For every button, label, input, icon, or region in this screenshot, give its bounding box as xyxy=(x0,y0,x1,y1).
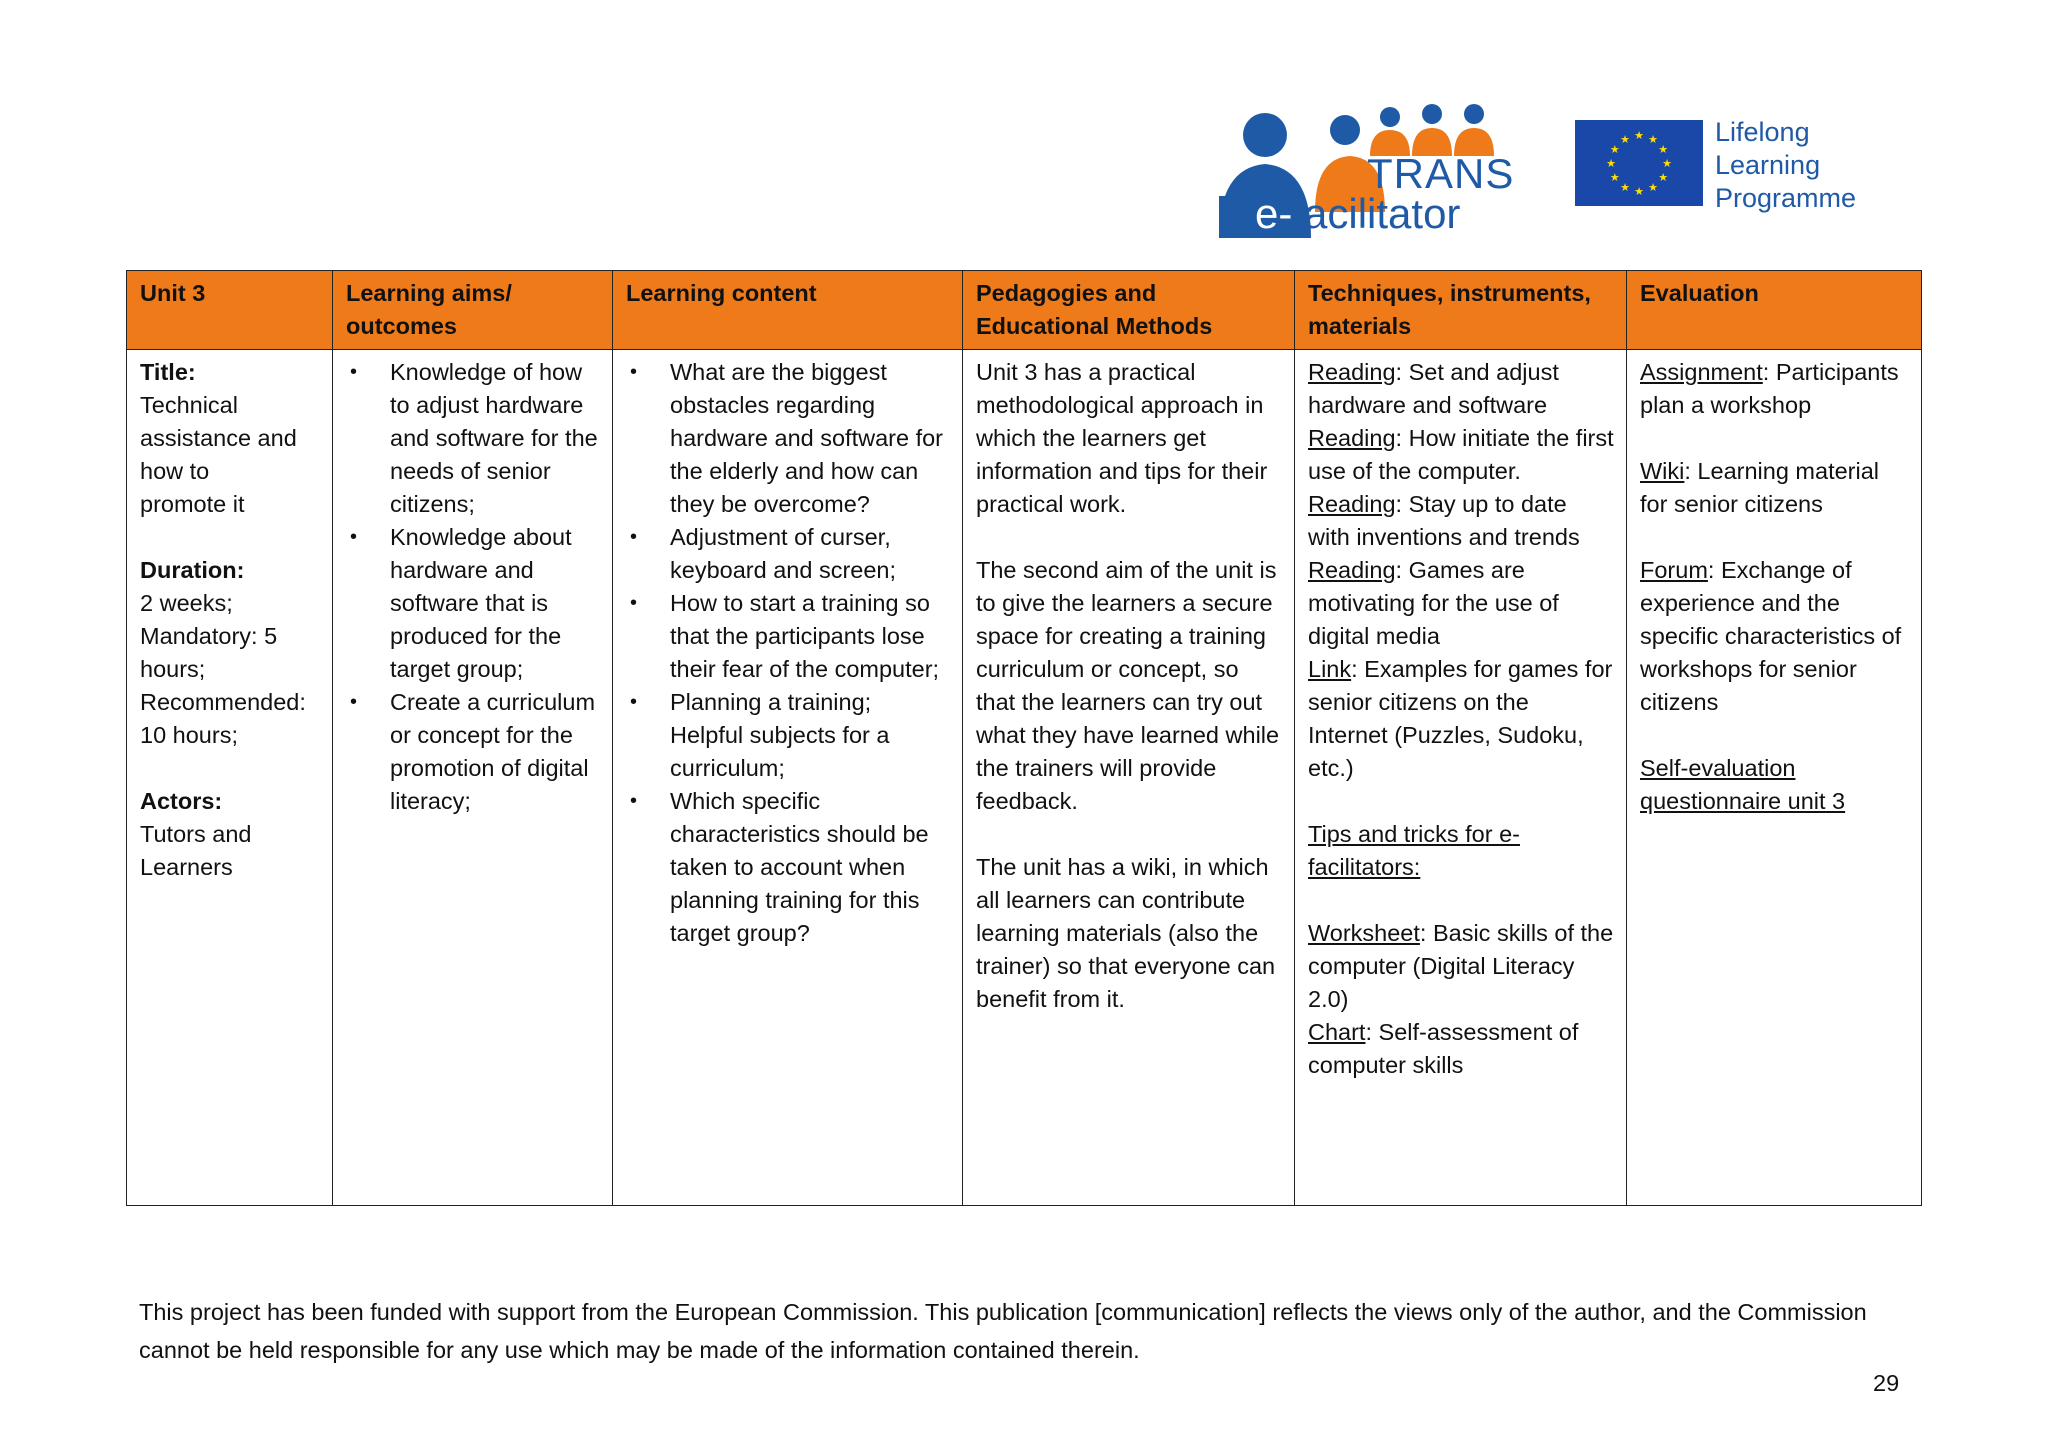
learning-content-cell xyxy=(613,350,963,1206)
trans-word: TRANS xyxy=(1367,150,1515,197)
technique-label: Reading xyxy=(1308,359,1396,385)
pedagogy-paragraph: The unit has a wiki, in which all learners can contribute learning materials (also the trainer) so that everyone can benefit from it. xyxy=(976,854,1276,1012)
technique-item: Worksheet: Basic skills of the computer (Digital Literacy 2.0) xyxy=(1308,920,1614,1012)
technique-label: Chart xyxy=(1308,1019,1366,1045)
unit-info-cell xyxy=(127,350,333,1206)
duration-label: Duration: xyxy=(140,557,245,583)
unit-table xyxy=(126,270,1922,1206)
technique-label: Reading xyxy=(1308,557,1396,583)
title-line: promote it xyxy=(140,491,245,517)
title-line: Technical xyxy=(140,392,238,418)
list-item: • Knowledge of how to adjust hardware and software for the needs of senior citizens; xyxy=(390,356,600,521)
evaluation-item: Assignment: Participants plan a workshop xyxy=(1640,359,1899,418)
content-list xyxy=(626,356,950,950)
lifelong-learning-text xyxy=(1715,116,1856,215)
eu-star-icon: ★ xyxy=(1620,182,1630,195)
header-evaluation: Evaluation xyxy=(1627,271,1922,350)
eu-star-icon: ★ xyxy=(1634,130,1644,142)
duration-line: 10 hours; xyxy=(140,722,238,748)
facilitator-word xyxy=(1255,190,1460,238)
header-unit: Unit 3 xyxy=(127,271,333,350)
evaluation-item: Wiki: Learning material for senior citizens xyxy=(1640,458,1880,517)
header-pedagogies: Pedagogies and Educational Methods xyxy=(963,271,1295,350)
eu-text-line: Learning xyxy=(1715,150,1821,180)
technique-item: Reading: Stay up to date with inventions and trends xyxy=(1308,491,1580,550)
eu-text-line: Programme xyxy=(1715,183,1857,213)
pedagogies-cell xyxy=(963,350,1295,1206)
evaluation-cell xyxy=(1627,350,1922,1206)
technique-item: Reading: How initiate the first use of the computer. xyxy=(1308,425,1614,484)
learning-aims-cell xyxy=(333,350,613,1206)
facilitator-text: facilitator xyxy=(1292,190,1461,237)
funding-disclaimer: This project has been funded with support from the European Commission. This publication [communication] reflects the views only of the author, and the Commission cannot be held responsible for any use which may be made of the information contained therein. xyxy=(139,1299,1867,1363)
eu-star-icon: ★ xyxy=(1662,158,1672,170)
header-techniques: Techniques, instruments, materials xyxy=(1295,271,1627,350)
eu-star-icon: ★ xyxy=(1658,172,1669,184)
table-header-row xyxy=(127,271,1922,350)
eu-star-icon: ★ xyxy=(1606,158,1616,170)
technique-item: Reading: Set and adjust hardware and software xyxy=(1308,359,1559,418)
list-item: • What are the biggest obstacles regarding hardware and software for the elderly and how can they be overcome? xyxy=(670,356,950,521)
tips-and-tricks-label: Tips and tricks for e-facilitators: xyxy=(1308,821,1520,880)
header-logos xyxy=(1215,100,1895,240)
duration-line: 2 weeks; xyxy=(140,590,233,616)
list-item: • How to start a training so that the participants lose their fear of the computer; xyxy=(670,587,950,686)
list-item: • Knowledge about hardware and software that is produced for the target group; xyxy=(390,521,600,686)
technique-label: Reading xyxy=(1308,425,1396,451)
title-line: how to xyxy=(140,458,210,484)
list-item: • Create a curriculum or concept for the promotion of digital literacy; xyxy=(390,686,600,818)
list-item: • Adjustment of curser, keyboard and screen; xyxy=(670,521,950,587)
duration-line: Mandatory: 5 xyxy=(140,623,278,649)
technique-item: Reading: Games are motivating for the use of digital media xyxy=(1308,557,1559,649)
duration-line: hours; xyxy=(140,656,206,682)
eu-star-icon: ★ xyxy=(1648,133,1658,146)
list-item: • Planning a training; Helpful subjects for a curriculum; xyxy=(670,686,950,785)
pedagogy-paragraph: The second aim of the unit is to give the learners a secure space for creating a training curriculum or concept, so that the learners can try out what they have learned while the trainers will provide feedback. xyxy=(976,557,1280,814)
evaluation-label: Wiki xyxy=(1640,458,1685,484)
duration-line: Recommended: xyxy=(140,689,306,715)
actors-label: Actors: xyxy=(140,788,223,814)
eu-star-icon: ★ xyxy=(1609,172,1620,184)
evaluation-item: Forum: Exchange of experience and the specific characteristics of workshops for senior citizens xyxy=(1640,557,1902,715)
technique-label: Link xyxy=(1308,656,1352,682)
actors-line: Tutors and xyxy=(140,821,252,847)
eu-text-line: Lifelong xyxy=(1715,117,1810,147)
title-label: Title: xyxy=(140,359,196,385)
trans-e-facilitator-logo xyxy=(1215,100,1515,240)
lifelong-learning-logo xyxy=(1575,117,1895,213)
aims-list xyxy=(346,356,600,818)
eu-star-icon: ★ xyxy=(1634,186,1644,198)
technique-item: Link: Examples for games for senior citizens on the Internet (Puzzles, Sudoku, etc.) xyxy=(1308,656,1613,781)
title-line: assistance and xyxy=(140,425,297,451)
actors-line: Learners xyxy=(140,854,233,880)
techniques-cell xyxy=(1295,350,1627,1206)
eu-flag-icon xyxy=(1575,120,1703,206)
eu-star-icon: ★ xyxy=(1658,144,1669,156)
e-prefix: e- xyxy=(1255,190,1293,237)
evaluation-label: Assignment xyxy=(1640,359,1763,385)
page-number: 29 xyxy=(1873,1370,1900,1396)
self-evaluation-link: Self-evaluation questionnaire unit 3 xyxy=(1640,755,1846,814)
table-row xyxy=(127,350,1922,1206)
eu-star-icon: ★ xyxy=(1609,144,1620,156)
eu-star-icon: ★ xyxy=(1648,182,1658,195)
eu-star-icon: ★ xyxy=(1620,133,1630,146)
list-item: • Which specific characteristics should be taken to account when planning training for this target group? xyxy=(670,785,950,950)
technique-label: Worksheet xyxy=(1308,920,1420,946)
pedagogy-paragraph: Unit 3 has a practical methodological approach in which the learners get information and tips for their practical work. xyxy=(976,359,1268,517)
technique-item: Chart: Self-assessment of computer skills xyxy=(1308,1019,1579,1078)
header-learning-aims: Learning aims/ outcomes xyxy=(333,271,613,350)
evaluation-label: Forum xyxy=(1640,557,1708,583)
header-learning-content: Learning content xyxy=(613,271,963,350)
technique-label: Reading xyxy=(1308,491,1396,517)
